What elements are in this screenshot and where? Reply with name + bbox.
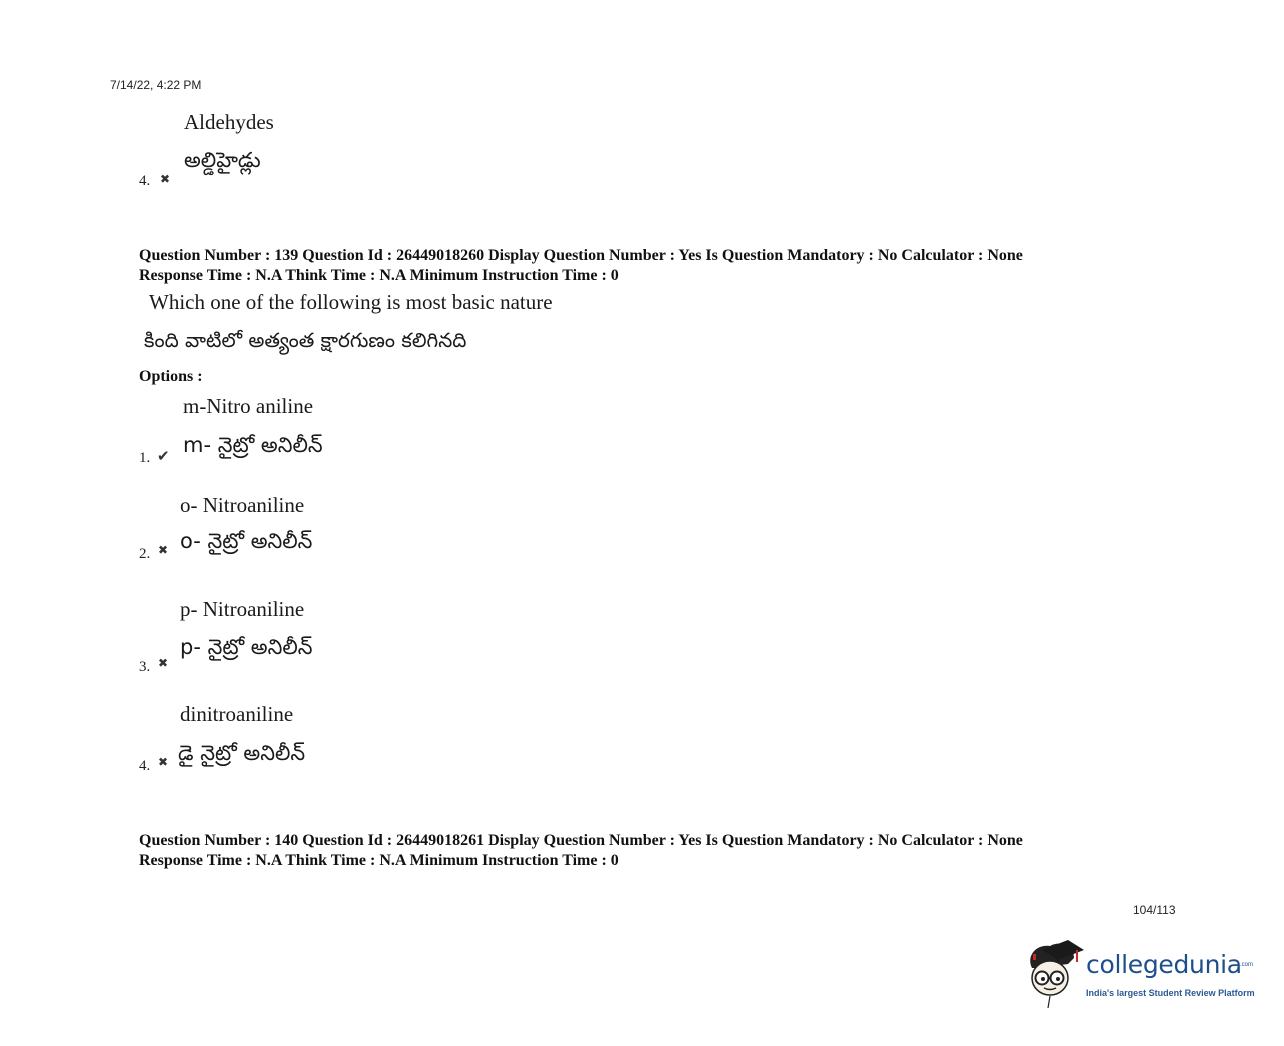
- logo-tagline: India's largest Student Review Platform: [1086, 988, 1255, 998]
- prev-option-4-number: 4.: [139, 173, 151, 189]
- logo-domain-suffix: .com: [1240, 962, 1254, 968]
- option-2-number: 2.: [139, 546, 151, 562]
- options-label: Options :: [139, 368, 203, 385]
- option-1-english: m-Nitro aniline: [183, 394, 314, 418]
- option-4-number: 4.: [139, 758, 151, 774]
- print-timestamp: 7/14/22, 4:22 PM: [110, 78, 202, 92]
- option-4-telugu: డై నైట్రో అనిలీన్: [178, 741, 306, 765]
- wrong-mark-icon: ✖: [158, 755, 169, 769]
- question-139-text-telugu: కింది వాటిలో అత్యంత క్షారగుణం కలిగినది: [144, 328, 467, 352]
- option-3-number: 3.: [139, 659, 151, 675]
- option-3-english: p- Nitroaniline: [180, 597, 305, 621]
- page-number: 104/113: [1133, 903, 1176, 917]
- option-3-telugu: p- నైట్రో అనిలీన్: [180, 635, 313, 659]
- correct-check-icon: ✔: [157, 447, 170, 465]
- question-139-text-english: Which one of the following is most basic nature: [149, 290, 553, 314]
- option-2-english: o- Nitroaniline: [180, 493, 305, 517]
- question-140-meta-line-2: Response Time : N.A Think Time : N.A Minimum Instruction Time : 0: [139, 852, 619, 869]
- prev-option-4-english: Aldehydes: [184, 110, 274, 134]
- option-1-number: 1.: [139, 450, 151, 466]
- collegedunia-mascot-logo: [1024, 938, 1086, 1010]
- wrong-mark-icon: ✖: [158, 656, 169, 670]
- question-140-meta-line-1: Question Number : 140 Question Id : 26449018261 Display Question Number : Yes Is Question Mandatory : No Calculator : None: [139, 832, 1023, 849]
- question-139-meta-line-2: Response Time : N.A Think Time : N.A Minimum Instruction Time : 0: [139, 267, 619, 284]
- logo-wordmark: collegedunia: [1086, 950, 1242, 979]
- question-139-meta-line-1: Question Number : 139 Question Id : 26449018260 Display Question Number : Yes Is Question Mandatory : No Calculator : None: [139, 247, 1023, 264]
- wrong-mark-icon: ✖: [160, 172, 171, 186]
- option-4-english: dinitroaniline: [180, 702, 294, 726]
- wrong-mark-icon: ✖: [158, 543, 169, 557]
- prev-option-4-telugu: అల్డిహైడ్లు: [184, 148, 261, 172]
- option-1-telugu: m- నైట్రో అనిలీన్: [183, 433, 323, 457]
- option-2-telugu: o- నైట్రో అనిలీన్: [180, 529, 313, 553]
